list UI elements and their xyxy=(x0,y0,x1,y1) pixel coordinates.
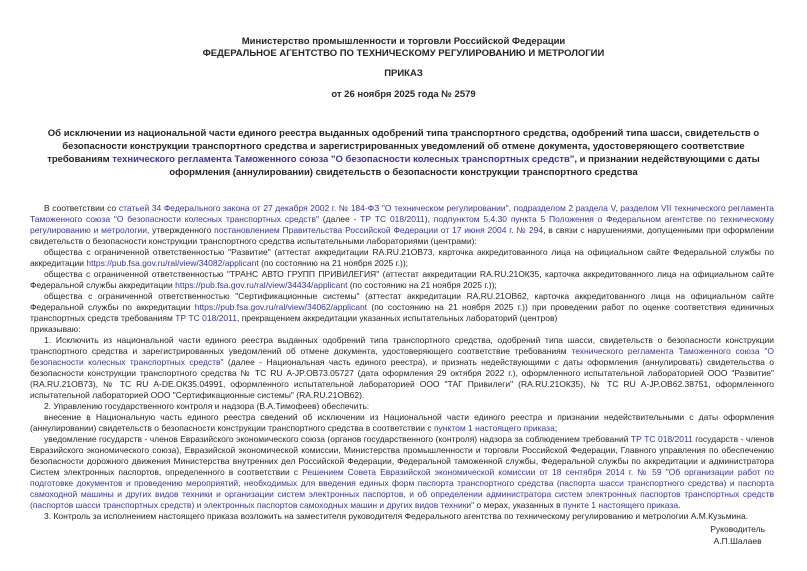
text-run: (по состоянию на 21 ноября 2025 г.)); xyxy=(258,258,409,268)
text-run: (по состоянию на 21 ноября 2025 г.)); xyxy=(347,280,497,290)
text-run: В соответствии со xyxy=(44,203,119,213)
text-run: государств - членов Евразийского экономического союза), Евразийской экономической комиссии, Министерства промышленности и торговли Российской Федерации, Главного управления по обеспечению безопасности дорожного движения Министерства внутренних дел Российской Федерации, Федеральной таможенной службы, Федеральной службы по аккредитации и администратора Систем электронных паспортов, определенного в соответствии с xyxy=(30,434,774,477)
document-link[interactable]: https://pub.fsa.gov.ru/ral/view/34434/applicant xyxy=(175,280,348,290)
text-run: . xyxy=(678,500,681,510)
ministry-line: Министерство промышленности и торговли Российской Федерации xyxy=(241,36,566,47)
document-link[interactable]: ТР ТС 018/2011 xyxy=(360,214,425,224)
spacer xyxy=(0,80,807,89)
body-paragraph xyxy=(30,203,774,247)
body-paragraph xyxy=(30,511,774,522)
body-paragraph xyxy=(30,269,774,291)
text-run: , и признании недействующими с даты оформления (аннулировании) свидетельств о безопасности конструкции транспортного средства xyxy=(169,154,760,178)
text-run: , прекращением аккредитации указанных испытательных лабораторий (центров) xyxy=(236,313,558,323)
document-link[interactable]: Решением Совета Евразийской экономической комиссии от 18 сентября 2014 г. № 59 "Об организации работ по подготовке документов и проведению мероприятий, необходимых для введения единых форм паспорта транспортного средства (паспорта шасси транспортного средства) и паспорта самоходной машины и других видов техники и организации систем электронных паспортов, и об определении администратора систем электронных паспортов транспортных средств (паспортов шасси транспортных средств) и электронных паспортов самоходных машин и других видов техники" xyxy=(30,467,775,510)
text-run: уведомление государств - членов Евразийского экономического союза (органов государственного (контроля) надзора за соблюдением требований xyxy=(44,434,631,444)
document-link[interactable]: подпунктом 5.4.30 пункта 5 Положения о Федеральном агентстве по техническому регулированию и метрологии xyxy=(30,214,774,235)
doc-date-number: от 26 ноября 2025 года № 2579 xyxy=(331,88,476,100)
text-run: (далее - Национальная часть единого реестра), и признать недействующими с даты оформления (аннулировать) свидетельства о безопасности конструкции транспортного средства № ТС RU А-JP.ОВ73.05727 (дата оформления 29 октября 2022 г.), оформленного испытательной лабораторией ООО "Развитие" (RA.RU.21ОВ73), № ТС RU А-DE.ОК35.04991, оформленного испытательной лабораторией ООО "ТАГ Привилеги" (RA.RU.21ОК35), № ТС RU А-JP.ОВ62.38751, оформленного испытательной лабораторией ООО "Сертификационные системы" (RA.RU.21ОВ62). xyxy=(30,357,774,400)
document-link[interactable]: пункте 1 настоящего приказа xyxy=(563,500,679,510)
spacer xyxy=(0,59,807,68)
body-paragraph xyxy=(30,247,774,269)
body-paragraph xyxy=(30,434,774,511)
text-run: Об исключении из национальной части единого реестра выданных одобрений типа транспортного средства, одобрений типа шасси, свидетельств о безопасности конструкции транспортного средства и зарегистрированных уведомлений об отмене документа, удостоверяющего соответствие требованиям xyxy=(47,128,760,165)
text-run: общества с ограниченной ответственностью "Сертификационные системы" (аттестат аккредитации RA.RU.21ОВ62, карточка аккредитованного лица на официальном сайте Федеральной службы по аккредитации xyxy=(30,291,774,312)
text-run: 1. Исключить из национальной части единого реестра выданных одобрений типа транспортного средства, одобрений типа шасси, свидетельств о безопасности конструкции транспортного средства и зарегистрированных уведомлений об отмене документа, удостоверяющего соответствие требованиям xyxy=(30,335,774,356)
document-link[interactable]: статьей 34 Федерального закона от 27 декабря 2002 г. № 184-ФЗ "О техническом регулировании", подразделом 2 раздела V, разделом VII технического регламента Таможенного союза "О безопасности колесных транспортных средств" xyxy=(30,203,774,224)
text-run: общества с ограниченной ответственностью "Развитие" (аттестат аккредитации RA.RU.21ОВ73, карточка аккредитованного лица на официальном сайте Федеральной службы по аккредитации xyxy=(30,247,774,268)
document-body xyxy=(0,203,807,522)
text-run: внесение в Национальную часть единого реестра сведений об исключении из Национальной части единого реестра и признании недействительными с даты оформления (аннулировании) свидетельств о безопасности конструкции транспортного средства в соответствии с xyxy=(30,412,774,433)
text-run: общества с ограниченной ответственностью "ТРАНС АВТО ГРУПП ПРИВИЛЕГИЯ" (аттестат аккредитации RA.RU.21ОК35, карточка аккредитованного лица на официальном сайте Федеральной службы аккредитации xyxy=(30,269,774,290)
document-link[interactable]: ТР ТС 018/2011 xyxy=(630,434,693,444)
text-run: (далее - xyxy=(319,214,361,224)
text-run: 3. Контроль за исполнением настоящего приказа возложить на заместителя руководителя Федерального агентства по техническому регулированию и метрологии А.М.Кузьмина. xyxy=(44,511,749,521)
signature-name: А.П.Шалаев xyxy=(713,535,762,546)
text-run: (по состоянию на 21 ноября 2025 г.)) при проведении работ по оценке соответствия единичных транспортных средств требованиям xyxy=(30,302,774,323)
text-run: 2. Управлению государственного контроля и надзора (В.А.Тимофеев) обеспечить: xyxy=(44,401,370,411)
text-run: ; xyxy=(554,423,558,433)
document-link[interactable]: пунктом 1 настоящего приказа xyxy=(433,423,555,433)
body-paragraph xyxy=(30,291,774,324)
signature-block xyxy=(0,524,807,547)
body-paragraph xyxy=(30,401,774,412)
document-link[interactable]: технического регламента Таможенного союза "О безопасности колесных транспортных средств" xyxy=(112,154,575,165)
text-run: , в связи с нарушениями, допущенными при оформлении свидетельств о безопасности конструкции транспортного средства испытательными лабораториями (центрами): xyxy=(30,225,775,246)
body-paragraph xyxy=(30,412,774,434)
text-run: ), xyxy=(424,214,434,224)
text-run: , утвержденного xyxy=(146,225,215,235)
document-title xyxy=(0,127,807,179)
doc-type-line: ПРИКАЗ xyxy=(384,68,423,79)
text-run: о мерах, указанных в xyxy=(474,500,564,510)
document-link[interactable]: ТР ТС 018/2011 xyxy=(175,313,237,323)
text-run: приказываю: xyxy=(30,324,81,334)
document-link[interactable]: https://pub.fsa.gov.ru/ral/view/34082/applicant xyxy=(86,258,259,268)
signature-position: Руководитель xyxy=(710,524,765,534)
document-link[interactable]: постановлением Правительства Российской Федерации от 17 июня 2004 г. № 294 xyxy=(214,225,544,235)
document-link[interactable]: https://pub.fsa.gov.ru/ral/view/34062/applicant xyxy=(194,302,368,312)
agency-line: ФЕДЕРАЛЬНОЕ АГЕНТСТВО ПО ТЕХНИЧЕСКОМУ РЕГУЛИРОВАНИЮ И МЕТРОЛОГИИ xyxy=(202,47,605,59)
document-header xyxy=(0,36,807,100)
document-link[interactable]: технического регламента Таможенного союза "О безопасности колесных транспортных средств" xyxy=(30,346,774,367)
signature-inner xyxy=(710,524,765,547)
body-paragraph xyxy=(30,335,774,401)
body-paragraph xyxy=(30,324,774,335)
